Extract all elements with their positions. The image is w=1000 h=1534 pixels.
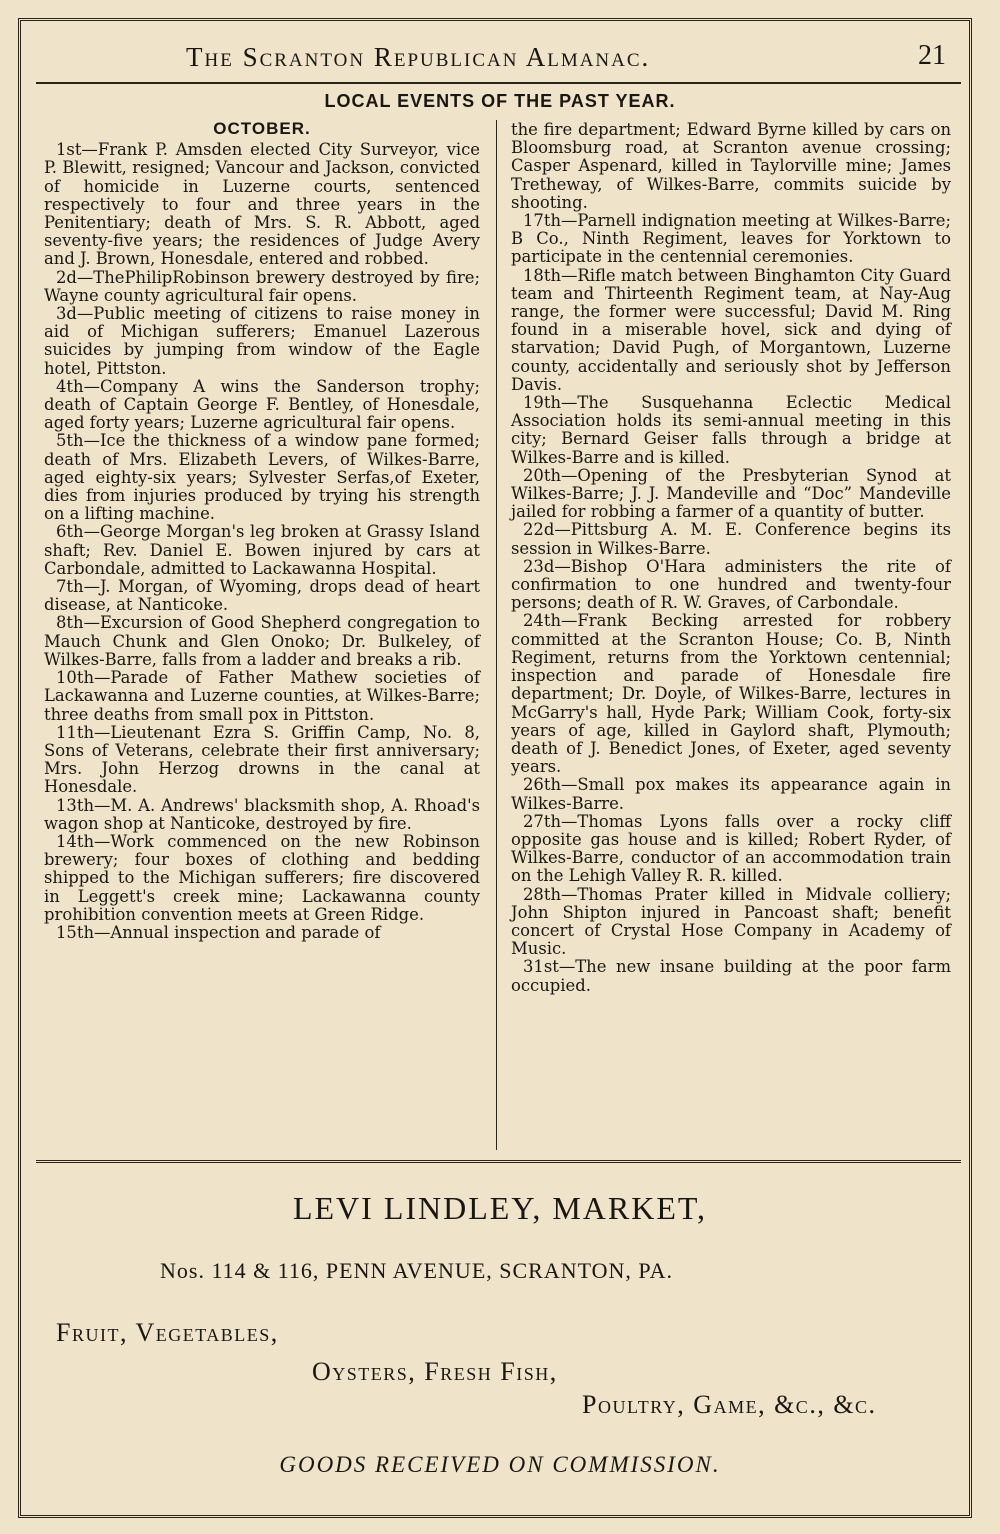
- ad-products-line-1: Fruit, Vegetables,: [56, 1318, 279, 1347]
- event-entry: 18th—Rifle match between Binghamton City Guard team and Thirteenth Regiment team, at Nay-Aug range, the former were successful; David M. Ring found in a miserable hovel, sick and dying of starvation; David Pugh, of Morgantown, Luzerne county, accidentally and seriously shot by Jefferson Davis.: [511, 265, 951, 394]
- event-entry: 7th—J. Morgan, of Wyoming, drops dead of heart disease, at Nanticoke.: [44, 577, 480, 615]
- event-entry: 24th—Frank Becking arrested for robbery committed at the Scranton House; Co. B, Ninth Regiment, returns from the Yorktown centennial; inspection and parade of Honesdale fire department; Dr. Doyle, of Wilkes-Barre, lectures in McGarry's hall, Hyde Park; William Cook, forty-six years of age, killed in Gaylord shaft, Plymouth; death of J. Benedict Jones, of Exeter, aged seventy years.: [511, 611, 951, 777]
- event-entry: 28th—Thomas Prater killed in Midvale colliery; John Shipton injured in Pancoast shaft; benefit concert of Crystal Hose Company in Academy of Music.: [511, 884, 951, 959]
- event-entry: 13th—M. A. Andrews' blacksmith shop, A. Rhoad's wagon shop at Nanticoke, destroyed by fire.: [44, 795, 480, 833]
- event-entry: 3d—Public meeting of citizens to raise money in aid of Michigan sufferers; Emanuel Lazerous suicides by jumping from window of the Eagle hotel, Pittston.: [44, 304, 480, 378]
- almanac-title: The Scranton Republican Almanac.: [186, 42, 651, 72]
- event-entry: 5th—Ice the thickness of a window pane formed; death of Mrs. Elizabeth Levers, of Wilkes-Barre, aged eighty-six years; Sylvester Serfas,of Exeter, dies from injuries produced by trying his strength on a lifting machine.: [44, 431, 480, 524]
- event-entry: 8th—Excursion of Good Shepherd congregation to Mauch Chunk and Glen Onoko; Dr. Bulkeley, of Wilkes-Barre, falls from a ladder and breaks a rib.: [44, 613, 480, 669]
- ad-footer: GOODS RECEIVED ON COMMISSION.: [279, 1452, 721, 1477]
- ad-products-line-3: Poultry, Game, &c., &c.: [582, 1390, 877, 1419]
- event-entry: 20th—Opening of the Presbyterian Synod at Wilkes-Barre; J. J. Mandeville and “Doc” Mandeville jailed for robbing a farmer of a quantity of butter.: [511, 465, 951, 522]
- ad-business-name: LEVI LINDLEY, MARKET,: [292, 1190, 708, 1226]
- event-entry: 6th—George Morgan's leg broken at Grassy Island shaft; Rev. Daniel E. Bowen injured by cars at Carbondale, admitted to Lackawanna Hospital.: [44, 522, 480, 578]
- page-header: [36, 38, 966, 78]
- right-column: [511, 121, 951, 995]
- event-entry: 23d—Bishop O'Hara administers the rite of confirmation to one hundred and twenty-four persons; death of R. W. Graves, of Carbondale.: [511, 556, 951, 613]
- event-entry: 10th—Parade of Father Mathew societies of Lackawanna and Luzerne counties, at Wilkes-Barre; three deaths from small pox in Pittston.: [44, 668, 480, 724]
- event-entry: 22d—Pittsburg A. M. E. Conference begins its session in Wilkes-Barre.: [511, 520, 951, 558]
- event-entry: 26th—Small pox makes its appearance again in Wilkes-Barre.: [511, 775, 951, 813]
- ad-address: Nos. 114 & 116, PENN AVENUE, SCRANTON, PA.: [160, 1258, 674, 1283]
- event-entry-continued: the fire department; Edward Byrne killed by cars on Bloomsburg road, at Scranton avenue crossing; Casper Aspenard, killed in Taylorville mine; James Tretheway, of Wilkes-Barre, commits suicide by shooting.: [511, 120, 951, 212]
- event-entry: 17th—Parnell indignation meeting at Wilkes-Barre; B Co., Ninth Regiment, leaves for Yorktown to participate in the centennial ceremonies.: [511, 211, 951, 267]
- ad-products-line-2: Oysters, Fresh Fish,: [312, 1357, 558, 1386]
- advertisement-rule: [36, 1160, 961, 1166]
- header-rule: [36, 82, 961, 84]
- event-entry: 15th—Annual inspection and parade of: [56, 922, 381, 942]
- event-entry: 2d—ThePhilipRobinson brewery destroyed by fire; Wayne county agricultural fair opens.: [44, 267, 480, 305]
- left-column: [44, 120, 480, 942]
- event-entry: 1st—Frank P. Amsden elected City Surveyor, vice P. Blewitt, resigned; Vancour and Jackson, convicted of homicide in Luzerne courts, sentenced respectively to four and three years in the Penitentiary; death of Mrs. S. R. Abbott, aged seventy-five years; the residences of Judge Avery and J. Brown, Honesdale, entered and robbed.: [44, 140, 480, 269]
- event-entry: 11th—Lieutenant Ezra S. Griffin Camp, No. 8, Sons of Veterans, celebrate their first anniversary; Mrs. John Herzog drowns in the canal at Honesdale.: [44, 722, 480, 797]
- event-entry: 19th—The Susquehanna Eclectic Medical Association holds its semi-annual meeting in this city; Bernard Geiser falls through a bridge at Wilkes-Barre and is killed.: [511, 393, 951, 467]
- section-title: LOCAL EVENTS OF THE PAST YEAR.: [324, 91, 676, 111]
- column-divider: [496, 120, 497, 1150]
- event-entry: 14th—Work commenced on the new Robinson brewery; four boxes of clothing and bedding shipped to the Michigan sufferers; fire discovered in Leggett's creek mine; Lackawanna county prohibition convention meets at Green Ridge.: [44, 831, 480, 924]
- event-entry: 27th—Thomas Lyons falls over a rocky cliff opposite gas house and is killed; Robert Ryder, of Wilkes-Barre, conductor of an accommodation train on the Lehigh Valley R. R. killed.: [511, 811, 951, 886]
- page-number: 21: [918, 40, 946, 71]
- month-heading: OCTOBER.: [213, 119, 311, 138]
- event-entry: 4th—Company A wins the Sanderson trophy; death of Captain George F. Bentley, of Honesdale, aged forty years; Luzerne agricultural fair opens.: [44, 376, 480, 433]
- event-entry: 31st—The new insane building at the poor farm occupied.: [511, 957, 951, 995]
